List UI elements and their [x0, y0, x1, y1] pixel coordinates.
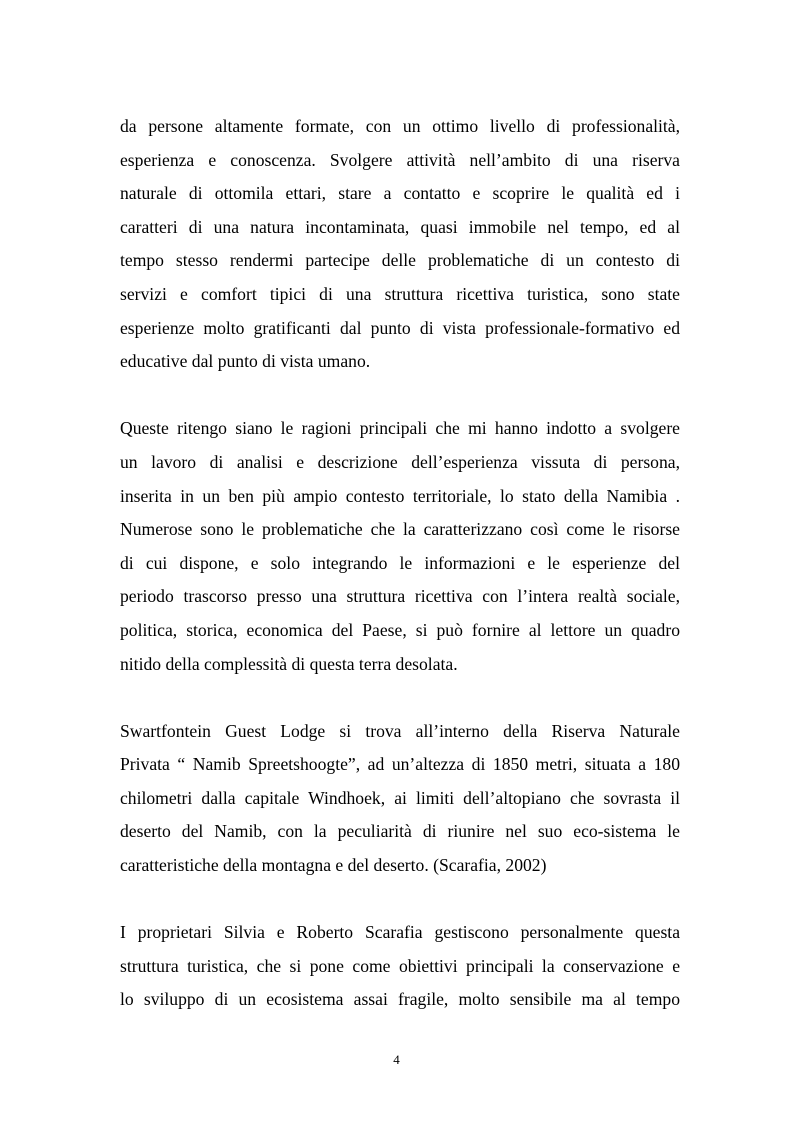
- text-line: tempo stesso rendermi partecipe delle problematiche di un contesto di: [120, 250, 680, 271]
- paragraph-4: [120, 916, 680, 1017]
- paragraph-2: [120, 412, 680, 681]
- text-line: Privata “ Namib Spreetshoogte”, ad un’altezza di 1850 metri, situata a 180: [120, 754, 680, 775]
- text-line: inserita in un ben più ampio contesto territoriale, lo stato della Namibia .: [120, 485, 680, 506]
- text-line: naturale di ottomila ettari, stare a contatto e scoprire le qualità ed i: [120, 183, 680, 204]
- paragraph-spacer: [120, 379, 680, 413]
- paragraph-spacer: [120, 883, 680, 917]
- text-line: da persone altamente formate, con un ottimo livello di professionalità,: [120, 116, 680, 136]
- text-line: chilometri dalla capitale Windhoek, ai limiti dell’altopiano che sovrasta il: [120, 787, 680, 808]
- text-line: caratteri di una natura incontaminata, quasi immobile nel tempo, ed al: [120, 216, 680, 237]
- text-line: nitido della complessità di questa terra desolata.: [120, 653, 458, 674]
- paragraph-1: [120, 110, 680, 379]
- paragraph-3: [120, 715, 680, 883]
- text-line: I proprietari Silvia e Roberto Scarafia gestiscono personalmente questa: [120, 922, 680, 943]
- text-line: Queste ritengo siano le ragioni principali che mi hanno indotto a svolgere: [120, 418, 680, 439]
- text-line: educative dal punto di vista umano.: [120, 351, 371, 372]
- text-line: di cui dispone, e solo integrando le informazioni e le esperienze del: [120, 552, 680, 573]
- text-line: caratteristiche della montagna e del deserto. (Scarafia, 2002): [120, 855, 547, 876]
- text-line: un lavoro di analisi e descrizione dell’esperienza vissuta di persona,: [120, 451, 680, 472]
- body-text: [120, 110, 680, 1017]
- text-line: esperienza e conoscenza. Svolgere attività nell’ambito di una riserva: [120, 149, 680, 170]
- text-line: deserto del Namib, con la peculiarità di riunire nel suo eco-sistema le: [120, 821, 680, 842]
- paragraph-spacer: [120, 681, 680, 715]
- text-line: struttura turistica, che si pone come obiettivi principali la conservazione e: [120, 955, 680, 976]
- text-line: servizi e comfort tipici di una struttura ricettiva turistica, sono state: [120, 283, 680, 304]
- text-line: politica, storica, economica del Paese, si può fornire al lettore un quadro: [120, 619, 680, 640]
- text-line: lo sviluppo di un ecosistema assai fragile, molto sensibile ma al tempo: [120, 989, 680, 1010]
- text-line: Swartfontein Guest Lodge si trova all’interno della Riserva Naturale: [120, 720, 680, 741]
- text-line: esperienze molto gratificanti dal punto di vista professionale-formativo ed: [120, 317, 680, 338]
- page-number: 4: [393, 1052, 400, 1067]
- text-line: Numerose sono le problematiche che la caratterizzano così come le risorse: [120, 519, 680, 540]
- text-line: periodo trascorso presso una struttura ricettiva con l’intera realtà sociale,: [120, 586, 680, 607]
